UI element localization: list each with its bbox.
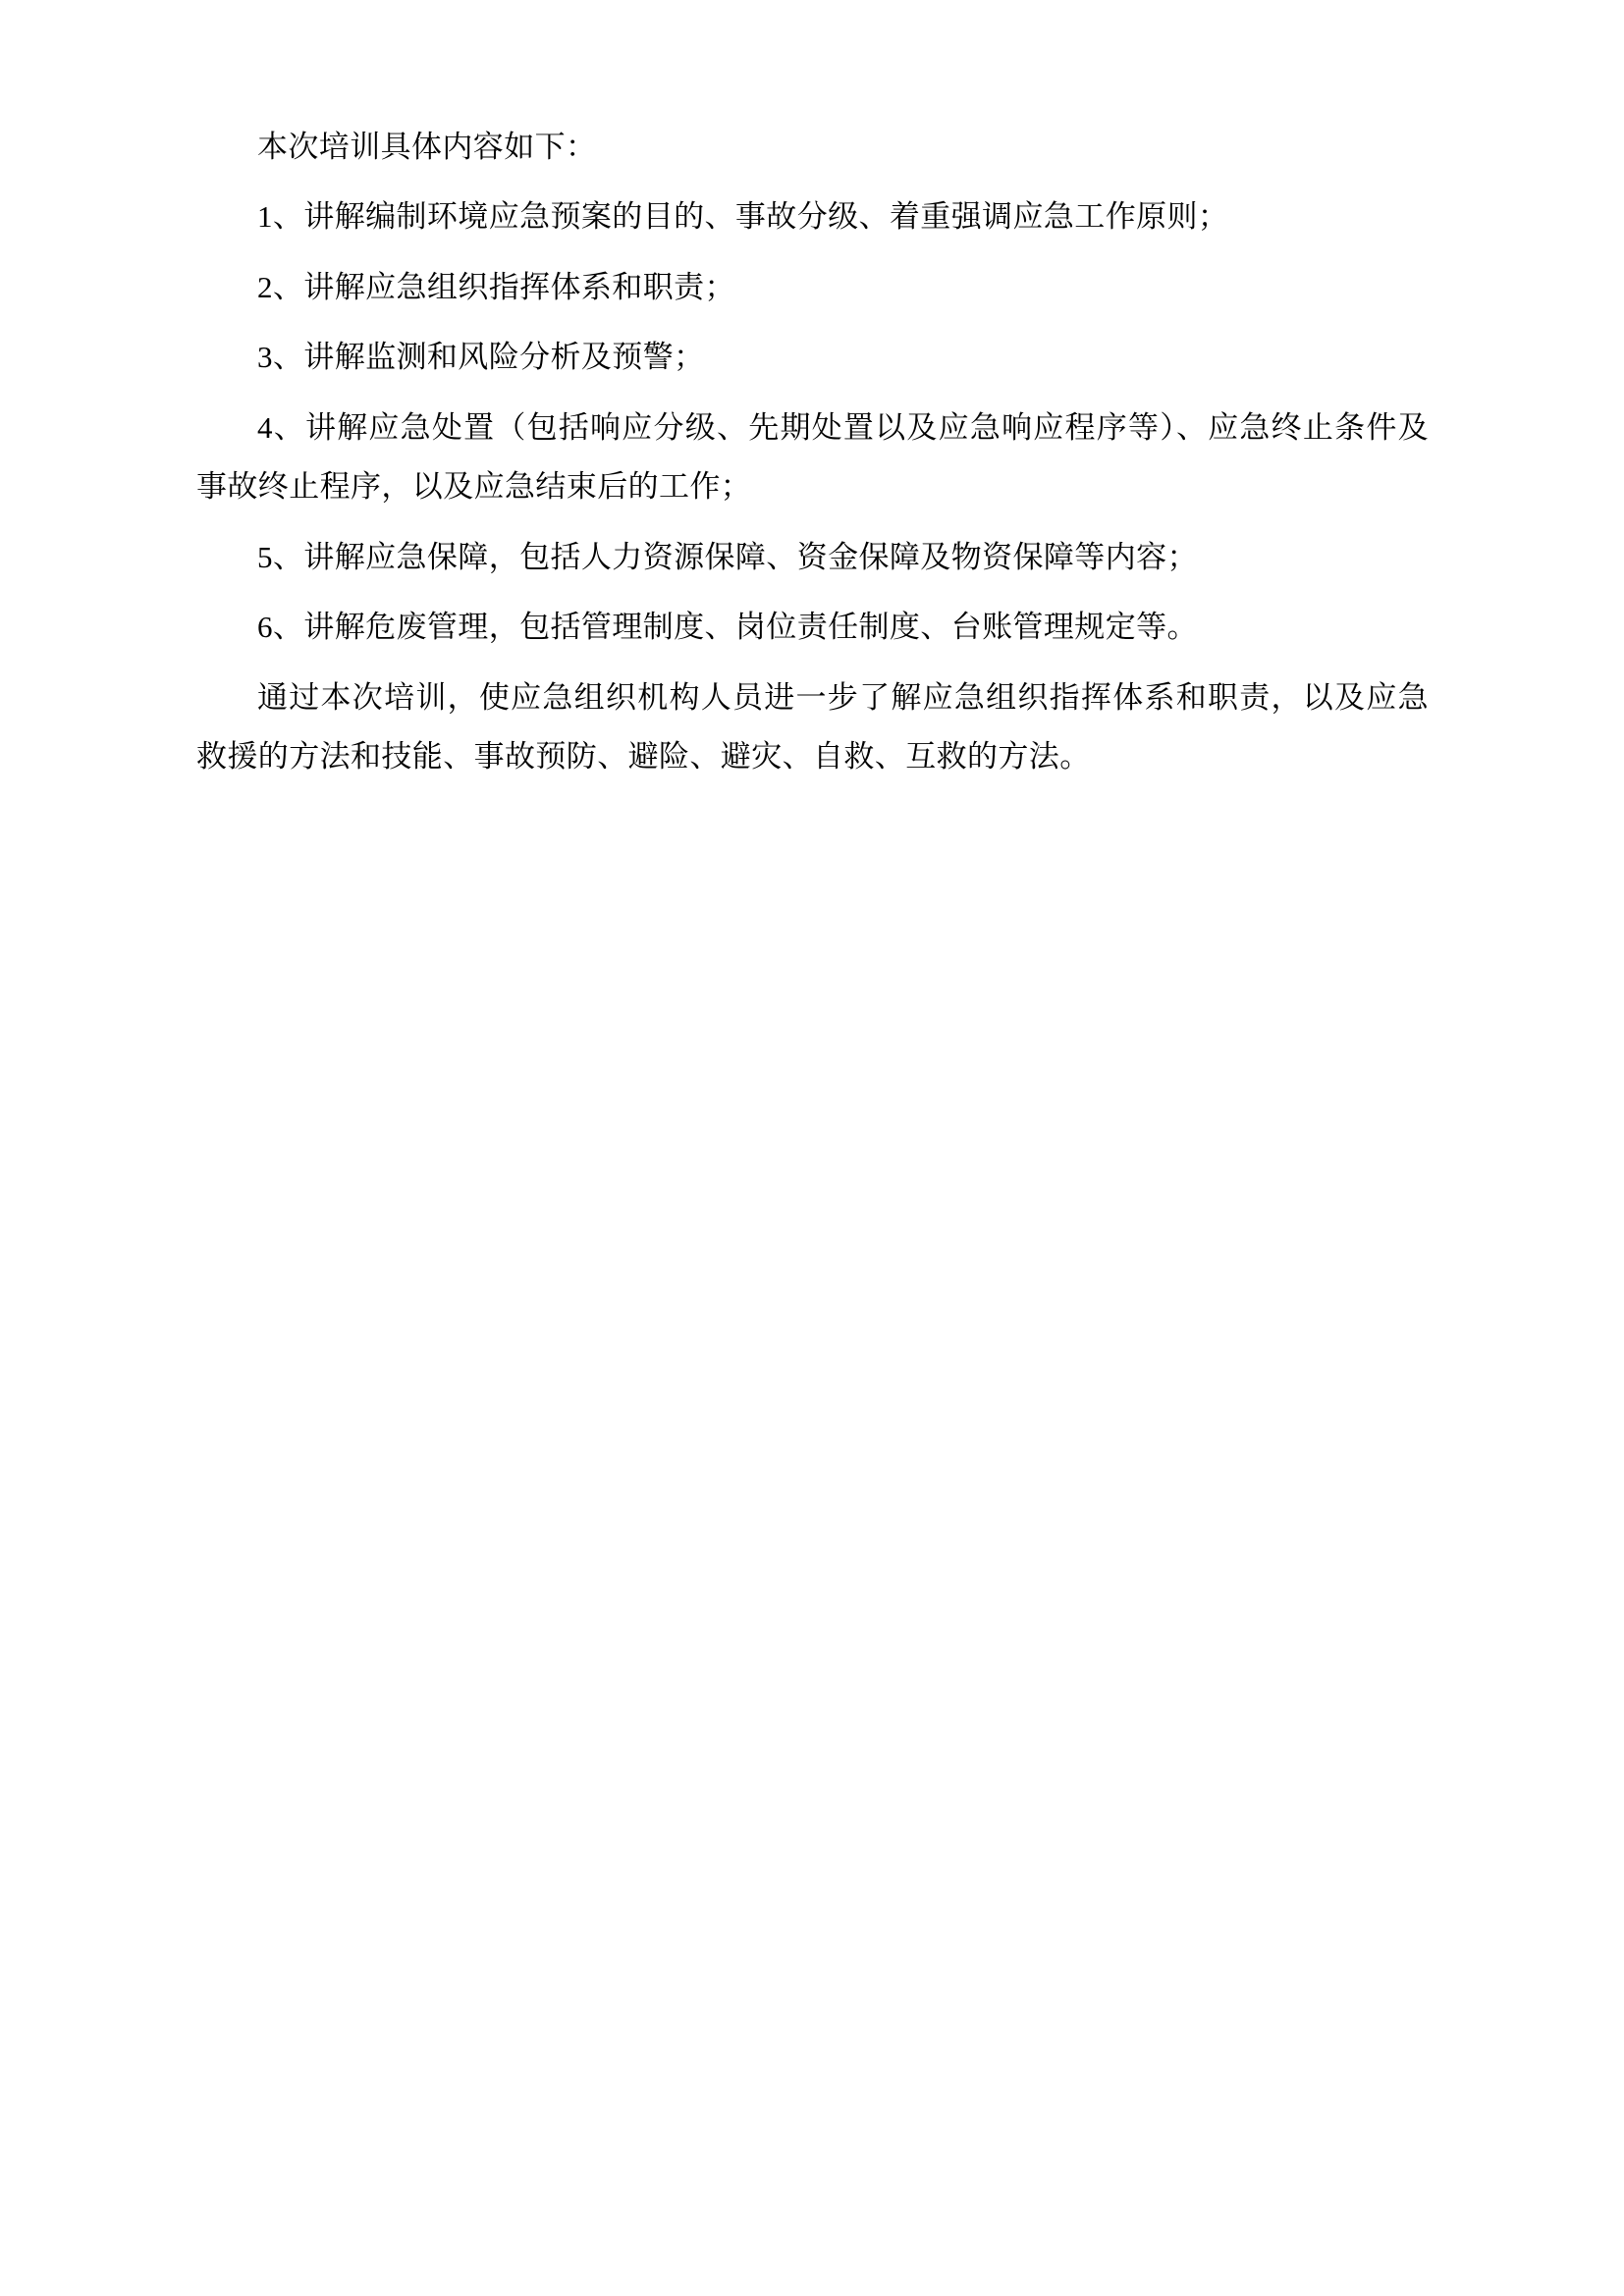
paragraph-item-4: 4、讲解应急处置（包括响应分级、先期处置以及应急响应程序等）、应急终止条件及事故终止程序，以及应急结束后的工作；: [196, 409, 1429, 505]
paragraph-intro: 本次培训具体内容如下：: [257, 130, 597, 164]
paragraph-item-3: 3、讲解监测和风险分析及预警；: [257, 340, 705, 375]
paragraph-item-6: 6、讲解危废管理，包括管理制度、岗位责任制度、台账管理规定等。: [257, 610, 1198, 645]
paragraph-item-1: 1、讲解编制环境应急预案的目的、事故分级、着重强调应急工作原则；: [257, 199, 1229, 235]
document-body: [196, 118, 1429, 797]
paragraph-item-2: 2、讲解应急组织指挥体系和职责；: [257, 269, 735, 304]
paragraph-conclusion: 通过本次培训，使应急组织机构人员进一步了解应急组织指挥体系和职责，以及应急救援的方法和技能、事故预防、避险、避灾、自救、互救的方法。: [196, 679, 1429, 774]
paragraph-item-5: 5、讲解应急保障，包括人力资源保障、资金保障及物资保障等内容；: [257, 539, 1198, 574]
